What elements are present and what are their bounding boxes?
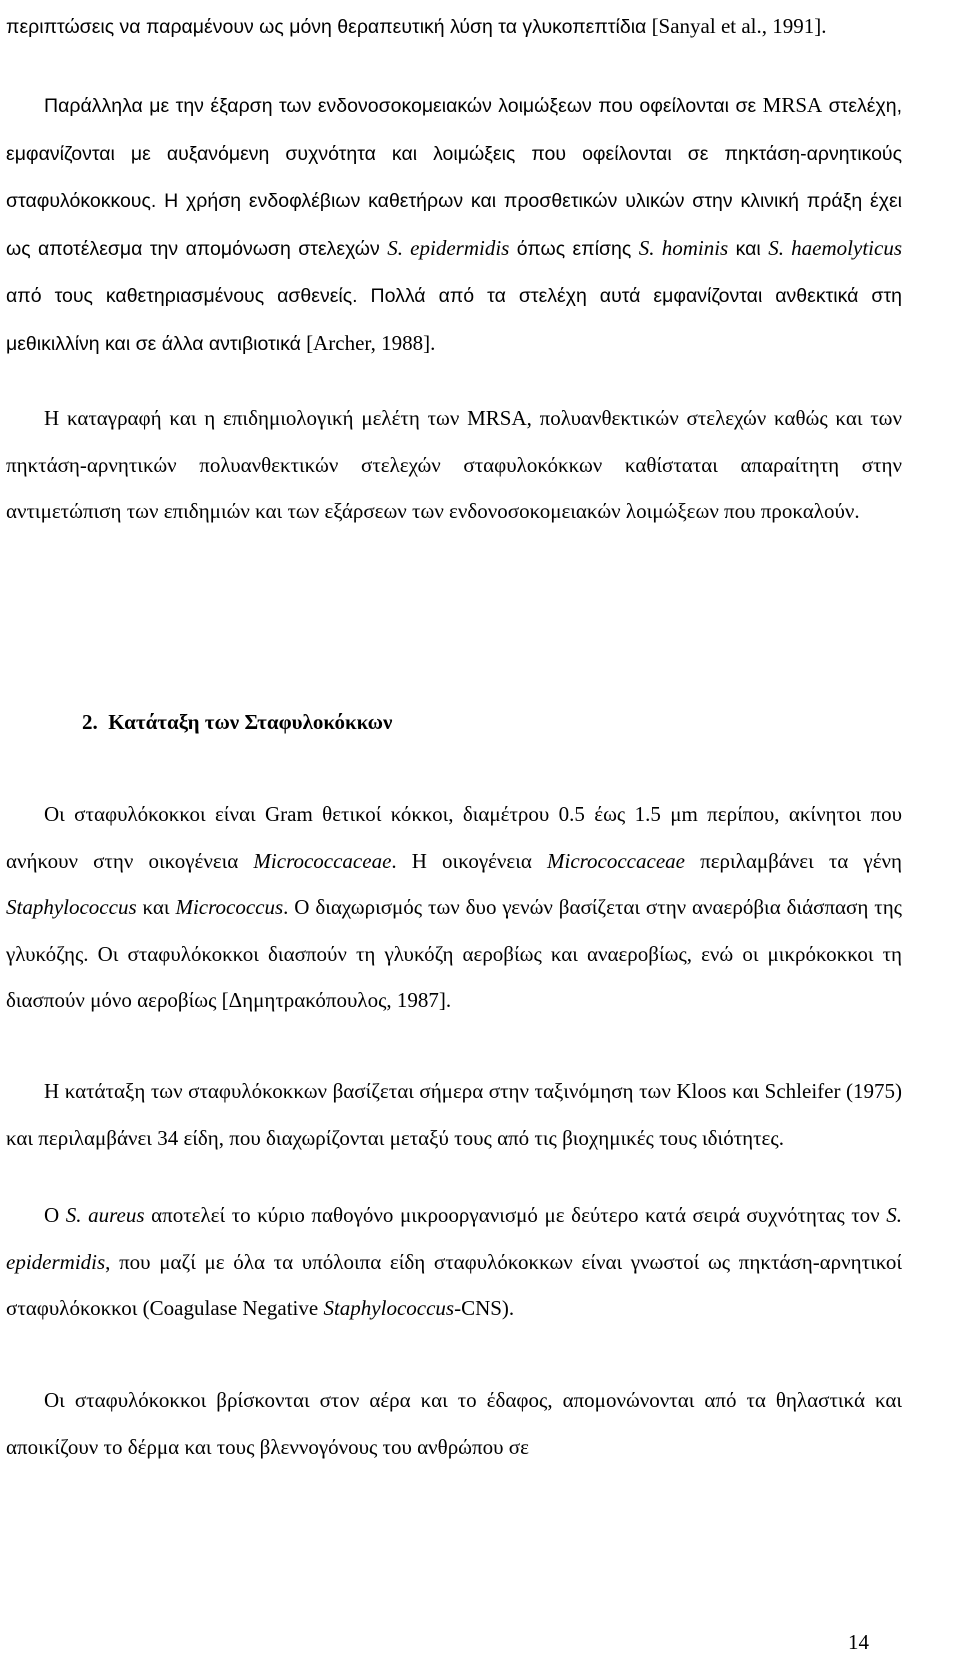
section-heading [82,710,392,735]
family-name: Micrococcaceae [253,848,392,873]
text-run: περιλαμβάνει τα γένη [684,848,902,873]
genus-name: Micrococcus [175,895,284,919]
paragraph-habitat: Οι σταφυλόκοκκοι βρίσκονται στον αέρα και το έδαφος, απομονώνονται από τα θηλαστικά και αποικίζουν το δέρμα και τους βλεννογόνους του ανθρώπου σε [6,1388,902,1459]
text-run: . Ο διαχωρισμός των δυο γενών βασίζεται στην αναερόβια διάσπαση της γλυκόζης. Οι σταφυλόκοκκοι διασπούν τη γλυκόζη αεροβίως και αναεροβίως, ενώ οι μικρόκοκκοι τη διασπούν μόνο αεροβίως [Δημητρακόπουλος, 1987]. [6,895,902,1012]
text-run: από τους καθετηριασμένους ασθενείς. Πολλά από τα στελέχη αυτά εμφανίζονται ανθεκτικά στη μεθικιλλίνη και σε άλλα αντιβιοτικά [6,285,902,355]
species-name: S. epidermidis [387,235,510,260]
paragraph-nosocomial-infections [6,82,902,367]
genus-name: Staphylococcus [6,895,137,919]
family-name: Micrococcaceae [547,848,685,873]
text-run: όπως επίσης [509,237,639,260]
text-run: στελέχη, εμφανίζονται με αυξανόμενη συχνότητα και λοιμώξεις που οφείλονται σε πηκτάση-αρνητικούς σταφυλόκοκκους. Η χρήση ενδοφλέβιων καθετήρων και προσθετικών υλικών στην κλινική πράξη έχει ως αποτέλεσμα την απομόνωση στελεχών [6,95,903,260]
text-run: και [136,895,176,919]
species-name: S. epidermidis [6,1203,902,1274]
text-run: , που μαζί με όλα τα υπόλοιπα είδη σταφυλόκοκκων είναι γνωστοί ως πηκτάση-αρνητικοί σταφυλόκοκκοι (Coagulase Negative [6,1249,902,1320]
section-title: Κατάταξη των Σταφυλοκόκκων [108,710,393,734]
citation: [Sanyal et al., 1991]. [646,14,827,38]
text-run: Ο [44,1203,66,1227]
paragraph-s-aureus [6,1192,902,1332]
text-run: Παράλληλα με την έξαρση των ενδονοσοκομειακών λοιμώξεων που οφείλονται σε [44,95,763,117]
species-name: S. hominis [638,235,729,260]
page-number: 14 [848,1630,869,1654]
genus-name: Staphylococcus [323,1296,455,1320]
paragraph-taxonomy: Η κατάταξη των σταφυλόκοκκων βασίζεται σήμερα στην ταξινόμηση των Kloos και Schleifer (1975) και περιλαμβάνει 34 είδη, που διαχωρίζονται μεταξύ τους από τις βιοχημικές τους ιδιότητες. [6,1079,902,1150]
continuation-paragraph [6,3,902,51]
citation: [Archer, 1988]. [300,330,436,355]
paragraph-epidemiology: Η καταγραφή και η επιδημιολογική μελέτη των MRSA, πολυανθεκτικών στελεχών καθώς και των πηκτάση-αρνητικών πολυανθεκτικών στελεχών σταφυλοκόκκων καθίσταται απαραίτητη στην αντιμετώπιση των επιδημιών και των εξάρσεων των ενδονοσοκομειακών λοιμώξεων που προκαλούν. [6,406,902,523]
species-name: S. haemolyticus [768,235,902,260]
text-run: και [728,237,769,260]
text-run: -CNS). [454,1296,515,1320]
text-run: περιπτώσεις να παραμένουν ως μόνη θεραπευτική λύση τα γλυκοπεπτίδια [6,16,647,38]
paragraph-classification [6,791,902,1024]
species-name: S. aureus [65,1203,145,1227]
text-run: αποτελεί το κύριο παθογόνο μικροοργανισμό με δεύτερο κατά σειρά συχνότητας τον [144,1203,887,1227]
text-run: Οι σταφυλόκοκκοι είναι Gram θετικοί κόκκοι, διαμέτρου 0.5 έως 1.5 μm περίπου, ακίνητοι που ανήκουν στην οικογένεια [6,802,902,873]
text-run: . Η οικογένεια [391,848,547,873]
term-mrsa: MRSA [762,93,823,117]
section-number: 2. [82,710,98,734]
